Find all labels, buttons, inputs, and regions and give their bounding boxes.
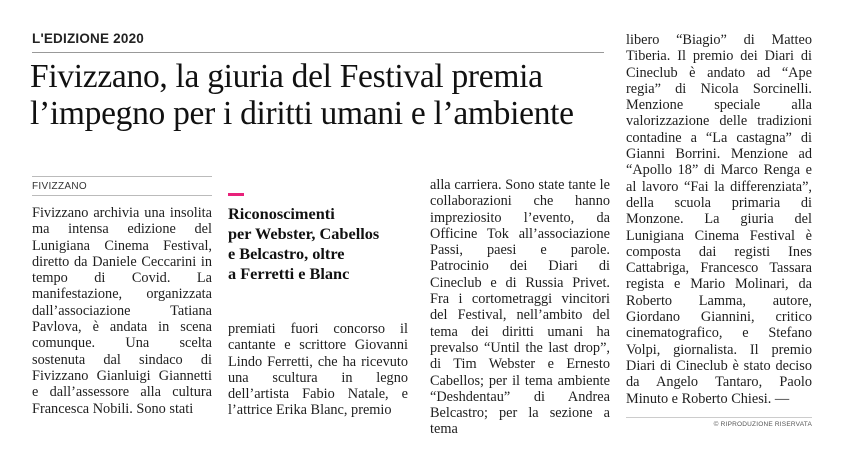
- headline-line-1: Fivizzano, la giuria del Festival premia: [30, 58, 543, 95]
- copyright-credit: © RIPRODUZIONE RISERVATA: [713, 421, 812, 428]
- body-column-3: [430, 177, 610, 438]
- section-label: FIVIZZANO: [32, 181, 87, 192]
- kicker-divider: [32, 52, 604, 53]
- accent-mark: [228, 193, 244, 196]
- body-column-1: [32, 205, 212, 417]
- body-column-2: [228, 321, 408, 419]
- section-rule-top: [32, 176, 212, 177]
- body-text-2: premiati fuori concorso il cantante e scrittore Giovanni Lindo Ferretti, che ha ricevuto una scultura in legno dell’artista Fabio Natale, e l’attrice Erika Blanc, premio: [228, 321, 408, 419]
- body-text-3: alla carriera. Sono state tante le collaborazioni che hanno impreziosito l’evento, da Officine Tok all’associazione Passi, paesi e parole. Patrocinio dei Diari di Cineclub e di Russia Privet. Fra i cortometraggi vincitori del Festival, nell’ambito del tema dei diritti umani ha prevalso “Until the last drop”, di Tim Webster e Ernesto Cabellos; per il tema ambiente “Deshdentau” di Andrea Belcastro; per la sezione a tema: [430, 177, 610, 438]
- body-text-1: Fivizzano archivia una insolita ma intensa edizione del Lunigiana Cinema Festival, diretto da Daniele Ceccarini in tempo di Covid. La manifestazione, organizzata dall’associazione Tatiana Pavlova, è andata in scena comunque. Una scelta sostenuta dal sindaco di Fivizzano Gianluigi Giannetti e dall’assessore alla cultura Francesca Nobili. Sono stati: [32, 205, 212, 417]
- subheadline: Riconoscimenti per Webster, Cabellos e Belcastro, oltre a Ferretti e Blanc: [228, 204, 380, 283]
- section-rule-bottom: [32, 195, 212, 196]
- kicker: L'EDIZIONE 2020: [32, 31, 144, 46]
- credit-divider: [626, 417, 812, 418]
- body-text-4: libero “Biagio” di Matteo Tiberia. Il premio dei Diari di Cineclub è andato ad “Ape regia” di Nicola Sorcinelli. Menzione speciale alla valorizzazione delle tradizioni contadine a “La castagna” di Gianni Borrini. Menzione ad “Apollo 18” di Marco Renga e al lavoro “Fai la differenziata”, della scuola primaria di Monzone. La giuria del Lunigiana Cinema Festival è composta dai registi Ines Cattabriga, Francesco Tassara regista e Mario Molinari, da Roberto Lamma, autore, Giordano Giannini, critico cinematografico, e Stefano Volpi, giornalista. Il premio Diari di Cineclub è stato deciso da Angelo Tantaro, Paolo Minuto e Roberto Chiesi. —: [626, 32, 812, 407]
- headline-line-2: l’impegno per i diritti umani e l’ambiente: [30, 95, 574, 132]
- body-column-4: [626, 32, 812, 407]
- headline: [30, 58, 610, 132]
